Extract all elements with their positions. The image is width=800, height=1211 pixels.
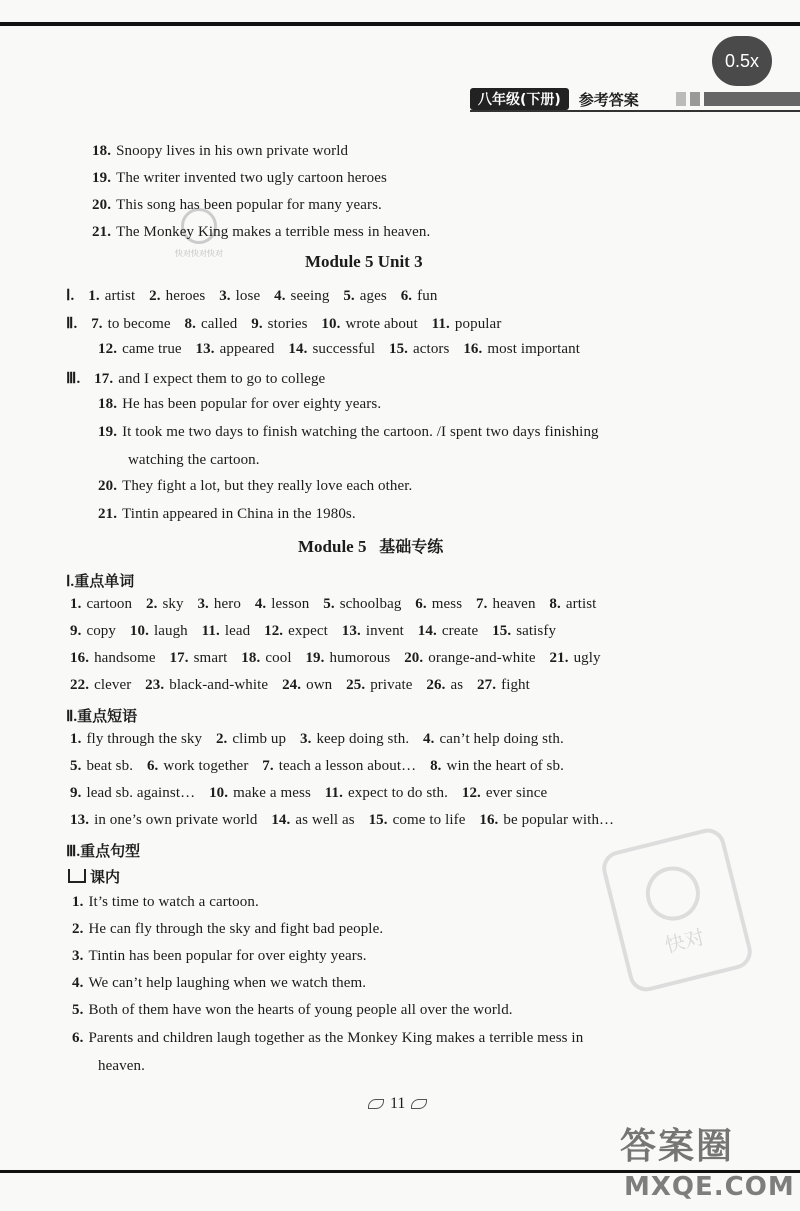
site-watermark: MXQE.COM <box>624 1172 795 1202</box>
top-rule <box>0 22 800 26</box>
words-row: 1. cartoon 2. sky 3. hero 4. lesson 5. schoolbag 6. mess 7. heaven 8. artist <box>70 596 597 612</box>
header-decor-bars <box>676 92 800 106</box>
phrases-row: 13. in one’s own private world 14. as well as 15. come to life 16. be popular with… <box>70 812 615 828</box>
phrases-row: 9. lead sb. against… 10. make a mess 11. expect to do sth. 12. ever since <box>70 785 548 801</box>
unit3-title: Module 5 Unit 3 <box>305 252 423 271</box>
sentence-line: 2. He can fly through the sky and fight bad people. <box>72 921 384 937</box>
key-sentences-heading: Ⅲ.重点句型 <box>66 842 141 860</box>
sentence-line: heaven. <box>98 1058 145 1074</box>
answer-line: 19. It took me two days to finish watching the cartoon. /I spent two days finishing <box>98 424 599 440</box>
answer-line: 18. He has been popular for over eighty years. <box>98 396 382 412</box>
basic-practice-title: Module 5 基础专练 <box>298 537 444 556</box>
small-watermark-stamp <box>168 202 230 292</box>
playback-speed-badge[interactable]: 0.5x <box>712 36 772 86</box>
leaf-icon <box>368 1099 384 1109</box>
corner-watermark: 答案圈 <box>620 1126 735 1167</box>
header-title: 参考答案 <box>578 90 639 109</box>
book-icon <box>68 869 86 883</box>
page-number <box>368 1095 427 1113</box>
sentence-line: 1. It’s time to watch a cartoon. <box>72 894 259 910</box>
unit3-section1: Ⅰ. 1. artist 2. heroes 3. lose 4. seeing 5. ages 6. fun <box>66 288 438 304</box>
sentence-line: 4. We can’t help laughing when we watch them. <box>72 975 367 991</box>
words-row: 16. handsome 17. smart 18. cool 19. humorous 20. orange-and-white 21. ugly <box>70 650 601 666</box>
words-row: 22. clever 23. black-and-white 24. own 25. private 26. as 27. fight <box>70 677 530 693</box>
page-number-text: 11 <box>390 1095 406 1112</box>
grade-tag: 八年级(下册) <box>470 88 569 110</box>
key-words-heading: Ⅰ.重点单词 <box>66 572 135 590</box>
answer-line: 21. Tintin appeared in China in the 1980s. <box>98 506 356 522</box>
answer-line: 18. Snoopy lives in his own private world <box>92 143 349 159</box>
unit3-section3: Ⅲ. 17. and I expect them to go to college <box>66 371 326 387</box>
sentence-line: 3. Tintin has been popular for over eighty years. <box>72 948 367 964</box>
words-row: 9. copy 10. laugh 11. lead 12. expect 13. invent 14. create 15. satisfy <box>70 623 557 639</box>
sentence-line: 6. Parents and children laugh together as the Monkey King makes a terrible mess in <box>72 1030 584 1046</box>
answer-line: watching the cartoon. <box>128 452 260 468</box>
stamp-ring-icon <box>640 860 705 925</box>
in-class-subheading: 课内 <box>68 866 120 887</box>
header-underline <box>470 110 800 112</box>
answer-line: 19. The writer invented two ugly cartoon heroes <box>92 170 387 186</box>
phrases-row: 1. fly through the sky 2. climb up 3. keep doing sth. 4. can’t help doing sth. <box>70 731 564 747</box>
sentence-line: 5. Both of them have won the hearts of young people all over the world. <box>72 1002 513 1018</box>
answer-line: 20. This song has been popular for many years. <box>92 197 382 213</box>
unit3-section2-cont: 12. came true 13. appeared 14. successful 15. actors 16. most important <box>98 341 581 357</box>
answer-line: 20. They fight a lot, but they really love each other. <box>98 478 413 494</box>
watermark-stamp-text: 快对 <box>662 924 707 958</box>
watermark-stamp <box>598 825 755 995</box>
phrases-row: 5. beat sb. 6. work together 7. teach a lesson about… 8. win the heart of sb. <box>70 758 564 774</box>
leaf-icon <box>411 1099 427 1109</box>
page-header <box>470 88 639 110</box>
answer-line: 21. The Monkey King makes a terrible mess in heaven. <box>92 224 431 240</box>
key-phrases-heading: Ⅱ.重点短语 <box>66 707 138 725</box>
unit3-section2: Ⅱ. 7. to become 8. called 9. stories 10. wrote about 11. popular <box>66 316 502 332</box>
small-watermark-text: 快对快对快对 <box>175 249 223 258</box>
